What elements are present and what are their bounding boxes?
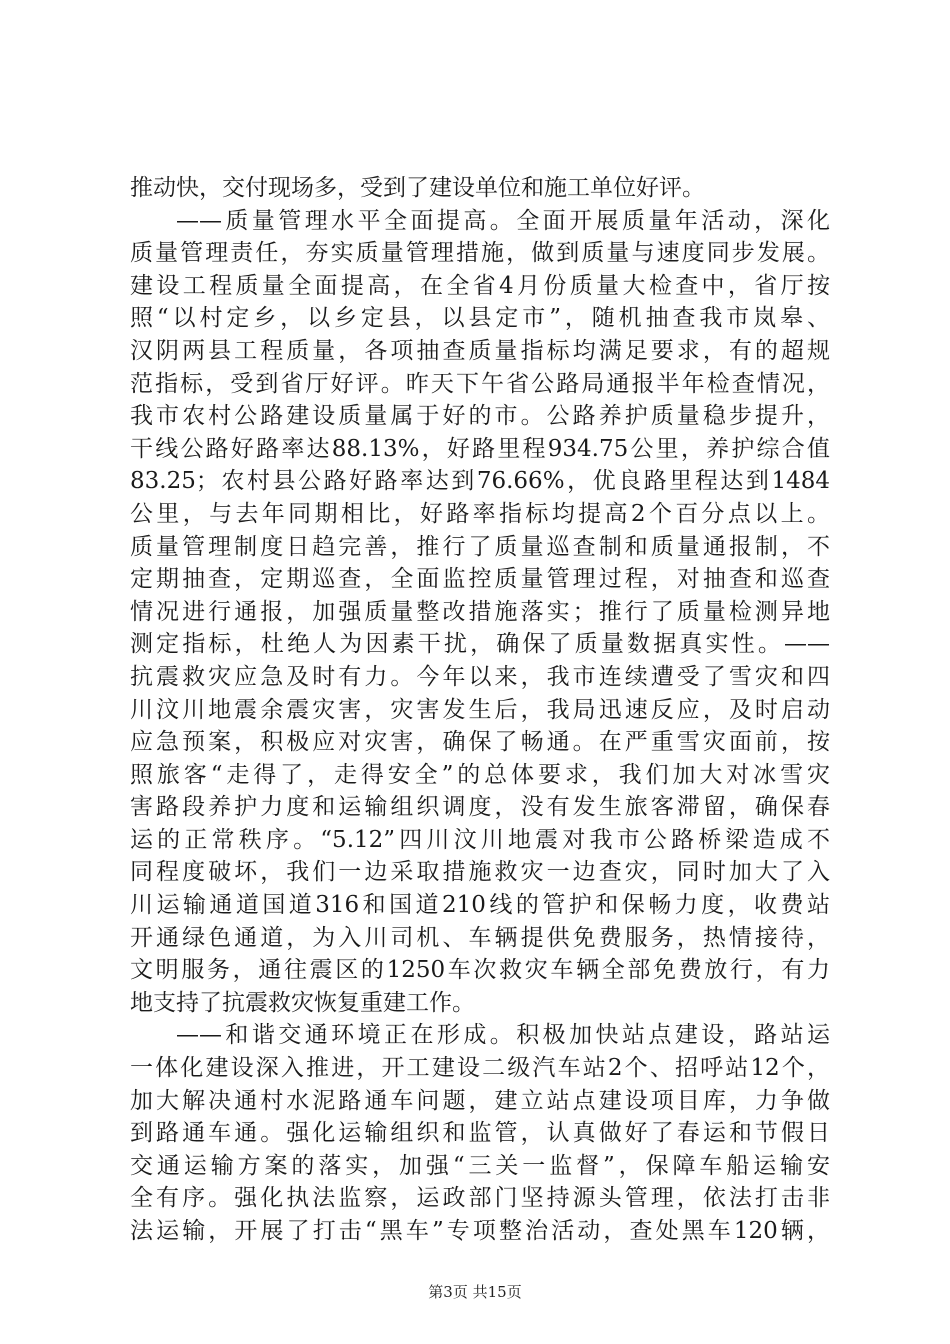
text-line: 汉阴两县工程质量，各项抽查质量指标均满足要求，有的超规 — [130, 337, 830, 364]
text-line: 范指标，受到省厅好评。昨天下午省公路局通报半年检查情况， — [130, 370, 830, 397]
text-line: 川运输通道国道316和国道210线的管护和保畅力度，收费站 — [130, 892, 830, 919]
text-line: 一体化建设深入推进，开工建设二级汽车站2个、招呼站12个， — [130, 1055, 830, 1082]
text-line: 运的正常秩序。“5.12”四川汶川地震对我市公路桥梁造成不 — [130, 826, 830, 853]
text-line: 照“以村定乡，以乡定县，以县定市”，随机抽查我市岚皋、 — [130, 305, 830, 332]
text-line: 害路段养护力度和运输组织调度，没有发生旅客滞留，确保春 — [130, 794, 830, 821]
text-line: 质量管理制度日趋完善，推行了质量巡查制和质量通报制，不 — [130, 533, 830, 560]
text-line: 地支持了抗震救灾恢复重建工作。 — [130, 989, 475, 1016]
text-line: 同程度破坏，我们一边采取措施救灾一边查灾，同时加大了入 — [130, 859, 830, 886]
text-line: 文明服务，通往震区的1250车次救灾车辆全部免费放行，有力 — [130, 957, 830, 984]
text-line: ——质量管理水平全面提高。全面开展质量年活动，深化 — [176, 207, 830, 234]
text-line: 质量管理责任，夯实质量管理措施，做到质量与速度同步发展。 — [130, 240, 830, 267]
body-text — [130, 172, 830, 1248]
text-line: 川汶川地震余震灾害，灾害发生后，我局迅速反应，及时启动 — [130, 696, 830, 723]
text-line: 我市农村公路建设质量属于好的市。公路养护质量稳步提升， — [130, 403, 830, 430]
text-line: 公里，与去年同期相比，好路率指标均提高2个百分点以上。 — [130, 500, 830, 527]
text-line: 抗震救灾应急及时有力。今年以来，我市连续遭受了雪灾和四 — [130, 663, 830, 690]
text-line: 全有序。强化执法监察，运政部门坚持源头管理，依法打击非 — [130, 1185, 830, 1212]
text-line: ——和谐交通环境正在形成。积极加快站点建设，路站运 — [176, 1022, 830, 1049]
text-line: 开通绿色通道，为入川司机、车辆提供免费服务，热情接待， — [130, 924, 830, 951]
text-line: 情况进行通报，加强质量整改措施落实；推行了质量检测异地 — [130, 598, 830, 625]
text-line: 83.25；农村县公路好路率达到76.66%，优良路里程达到1484 — [130, 468, 830, 495]
page-footer: 第3页 共15页 — [428, 1283, 522, 1301]
text-line: 测定指标，杜绝人为因素干扰，确保了质量数据真实性。—— — [130, 631, 830, 658]
text-line: 加大解决通村水泥路通车问题，建立站点建设项目库，力争做 — [130, 1087, 830, 1114]
text-line: 照旅客“走得了，走得安全”的总体要求，我们加大对冰雪灾 — [130, 761, 830, 788]
text-line: 推动快，交付现场多，受到了建设单位和施工单位好评。 — [130, 175, 705, 201]
text-line: 应急预案，积极应对灾害，确保了畅通。在严重雪灾面前，按 — [130, 729, 830, 756]
text-line: 交通运输方案的落实，加强“三关一监督”，保障车船运输安 — [130, 1152, 830, 1179]
text-line: 干线公路好路率达88.13%，好路里程934.75公里，养护综合值 — [130, 435, 830, 462]
text-line: 建设工程质量全面提高，在全省4月份质量大检查中，省厅按 — [130, 272, 830, 299]
text-line: 到路通车通。强化运输组织和监管，认真做好了春运和节假日 — [130, 1120, 830, 1147]
text-line: 定期抽查，定期巡查，全面监控质量管理过程，对抽查和巡查 — [130, 566, 830, 593]
text-line: 法运输，开展了打击“黑车”专项整治活动，查处黑车120辆， — [130, 1218, 830, 1244]
